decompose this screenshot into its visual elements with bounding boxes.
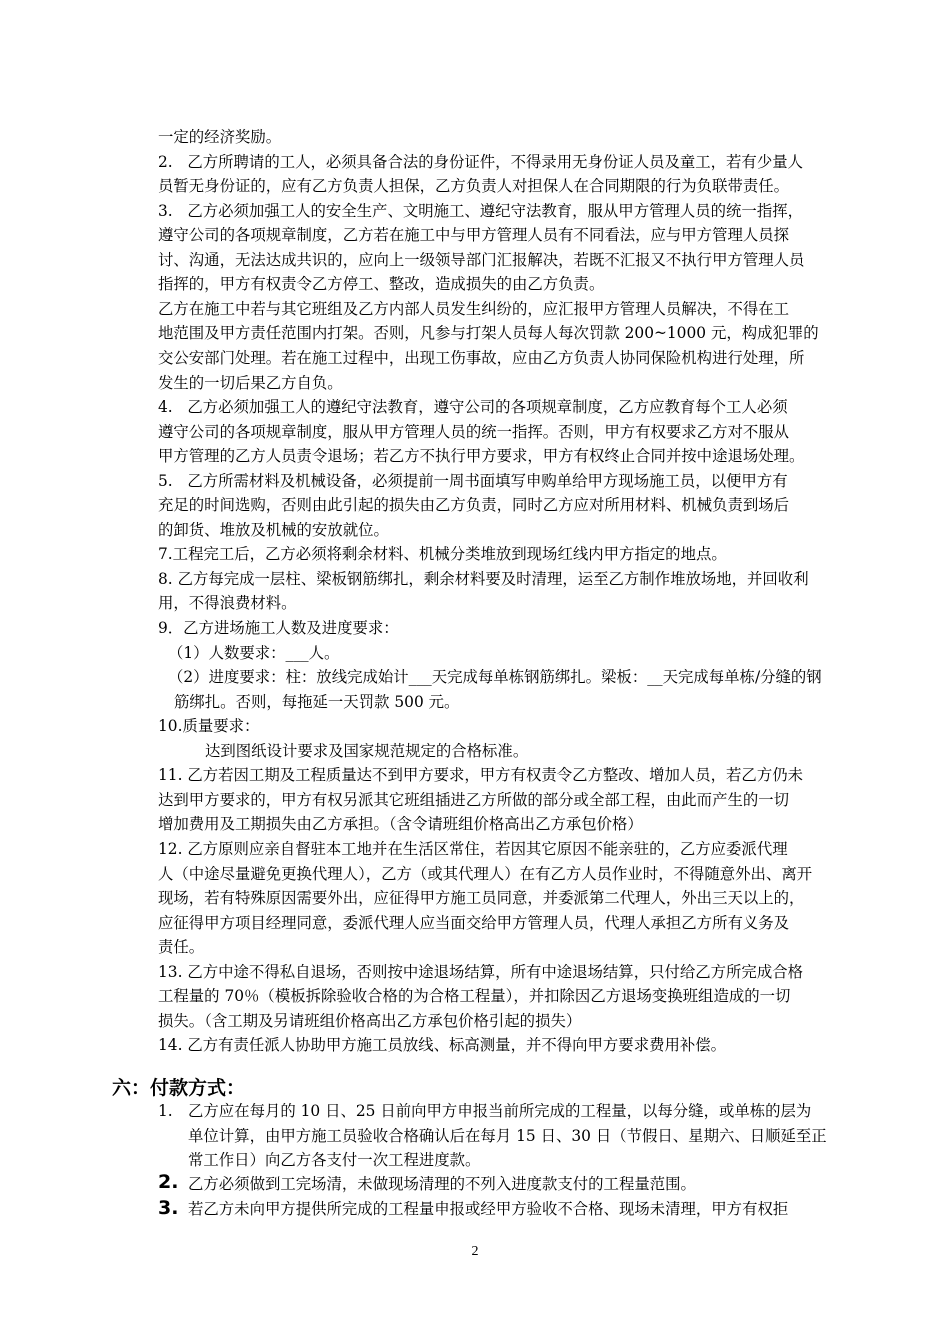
body-text-line: 增加费用及工期损失由乙方承担。（含令请班组价格高出乙方承包价格） xyxy=(158,815,643,833)
section-heading-payment: 六：付款方式： xyxy=(112,1077,246,1099)
body-text-line: （2）进度要求：柱：放线完成始计___天完成每单栋钢筋绑扎。梁板：__天完成每单栋/分缝的钢 xyxy=(168,668,822,686)
body-text-line: 充足的时间选购，否则由此引起的损失由乙方负责，同时乙方应对所用材料、机械负责到场后 xyxy=(158,496,790,514)
body-text-line: 一定的经济奖励。 xyxy=(158,128,282,146)
page-number: 2 xyxy=(471,1244,479,1259)
body-text-line: 人（中途尽量避免更换代理人），乙方（或其代理人）在有乙方人员作业时，不得随意外出、离开 xyxy=(158,865,813,883)
body-text-line: 责任。 xyxy=(158,938,205,956)
body-text-line: 3. 乙方必须加强工人的安全生产、文明施工、遵纪守法教育，服从甲方管理人员的统一指挥， xyxy=(158,202,803,220)
body-text-line: 12. 乙方原则应亲自督驻本工地并在生活区常住，若因其它原因不能亲驻的，乙方应委派代理 xyxy=(158,840,788,858)
body-text-line: 员暂无身份证的，应有乙方负责人担保，乙方负责人对担保人在合同期限的行为负联带责任。 xyxy=(158,177,790,195)
payment-item-number: 2. xyxy=(158,1171,179,1193)
body-text-line: 用，不得浪费材料。 xyxy=(158,594,297,612)
body-text-line: 指挥的，甲方有权责令乙方停工、整改，造成损失的由乙方负责。 xyxy=(158,275,605,293)
body-text-line: 工程量的 70％（模板拆除验收合格的为合格工程量），并扣除因乙方退场变换班组造成的一切 xyxy=(158,987,791,1005)
body-text-line: 10.质量要求： xyxy=(158,717,260,735)
payment-item-number: 1. xyxy=(158,1102,173,1120)
body-text-line: 损失。（含工期及另请班组价格高出乙方承包价格引起的损失） xyxy=(158,1012,582,1030)
body-text-line: 乙方在施工中若与其它班组及乙方内部人员发生纠纷的，应汇报甲方管理人员解决，不得在工 xyxy=(158,300,790,318)
body-text-line: 地范围及甲方责任范围内打架。否则，凡参与打架人员每人每次罚款 200~1000 元，构成犯罪的 xyxy=(158,324,819,342)
body-text-line: 4. 乙方必须加强工人的遵纪守法教育，遵守公司的各项规章制度，乙方应教育每个工人必须 xyxy=(158,398,788,416)
body-text-line: 9．乙方进场施工人数及进度要求： xyxy=(158,619,399,637)
payment-text-line: 乙方应在每月的 10 日、25 日前向甲方申报当前所完成的工程量，以每分缝，或单栋的层为 xyxy=(188,1102,812,1120)
body-text-line: 甲方管理的乙方人员责令退场；若乙方不执行甲方要求，甲方有权终止合同并按中途退场处理。 xyxy=(158,447,805,465)
payment-text-line: 若乙方未向甲方提供所完成的工程量申报或经甲方验收不合格、现场未清理，甲方有权拒 xyxy=(188,1200,789,1218)
body-text-line: 发生的一切后果乙方自负。 xyxy=(158,374,343,392)
body-text-line: 8. 乙方每完成一层柱、梁板钢筋绑扎，剩余材料要及时清理，运至乙方制作堆放场地，并回收利 xyxy=(158,570,809,588)
body-text-line: 应征得甲方项目经理同意，委派代理人应当面交给甲方管理人员，代理人承担乙方所有义务及 xyxy=(158,914,790,932)
body-text-line: 达到甲方要求的，甲方有权另派其它班组插进乙方所做的部分或全部工程，由此而产生的一切 xyxy=(158,791,790,809)
payment-text-line: 单位计算，由甲方施工员验收合格确认后在每月 15 日、30 日（节假日、星期六、日顺延至正 xyxy=(188,1127,827,1145)
body-text-line: 遵守公司的各项规章制度，服从甲方管理人员的统一指挥。否则，甲方有权要求乙方对不服从 xyxy=(158,423,790,441)
body-text-line: 7.工程完工后，乙方必须将剩余材料、机械分类堆放到现场红线内甲方指定的地点。 xyxy=(158,545,727,563)
payment-text-line: 乙方必须做到工完场清，未做现场清理的不列入进度款支付的工程量范围。 xyxy=(188,1175,696,1193)
payment-item-number: 3. xyxy=(158,1197,179,1219)
body-text-line: 达到图纸设计要求及国家规范规定的合格标准。 xyxy=(205,742,529,760)
payment-text-line: 常工作日）向乙方各支付一次工程进度款。 xyxy=(188,1151,481,1169)
body-text-line: 11. 乙方若因工期及工程质量达不到甲方要求，甲方有权责令乙方整改、增加人员，若乙方仍未 xyxy=(158,766,803,784)
body-text-line: （1）人数要求：___人。 xyxy=(168,644,340,662)
body-text-line: 5. 乙方所需材料及机械设备，必须提前一周书面填写申购单给甲方现场施工员，以便甲方有 xyxy=(158,472,788,490)
body-text-line: 2. 乙方所聘请的工人，必须具备合法的身份证件，不得录用无身份证人员及童工，若有少量人 xyxy=(158,153,803,171)
body-text-line: 遵守公司的各项规章制度，乙方若在施工中与甲方管理人员有不同看法，应与甲方管理人员探 xyxy=(158,226,790,244)
body-text-line: 现场，若有特殊原因需要外出，应征得甲方施工员同意，并委派第二代理人，外出三天以上的， xyxy=(158,889,805,907)
body-text-line: 筋绑扎。否则，每拖延一天罚款 500 元。 xyxy=(174,693,460,711)
body-text-line: 13. 乙方中途不得私自退场，否则按中途退场结算，所有中途退场结算，只付给乙方所完成合格 xyxy=(158,963,803,981)
body-text-line: 交公安部门处理。若在施工过程中，出现工伤事故，应由乙方负责人协同保险机构进行处理，所 xyxy=(158,349,805,367)
body-text-line: 的卸货、堆放及机械的安放就位。 xyxy=(158,521,389,539)
body-text-line: 讨、沟通，无法达成共识的，应向上一级领导部门汇报解决，若既不汇报又不执行甲方管理人员 xyxy=(158,251,805,269)
body-text-line: 14. 乙方有责任派人协助甲方施工员放线、标高测量，并不得向甲方要求费用补偿。 xyxy=(158,1036,727,1054)
